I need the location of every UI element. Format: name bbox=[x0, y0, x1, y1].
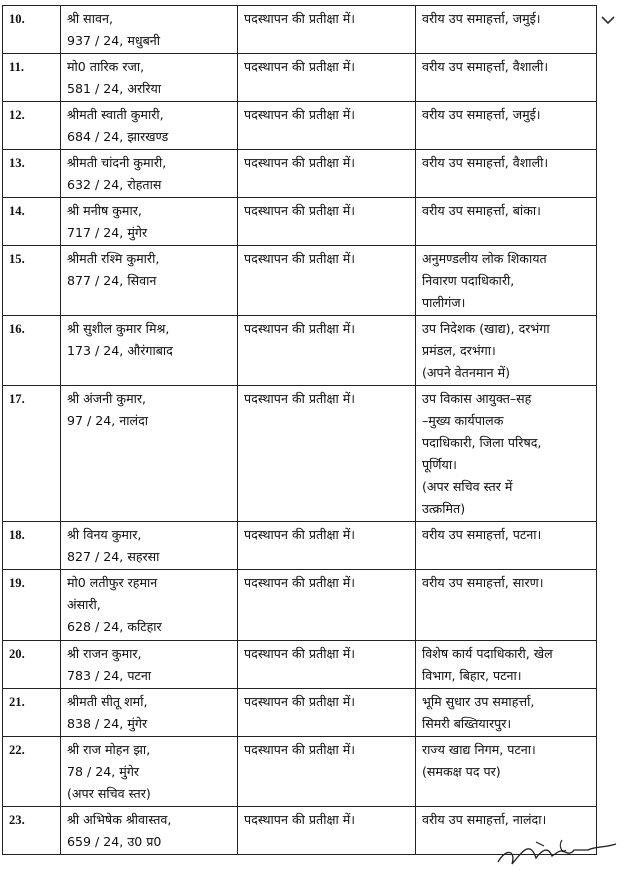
officer-name: श्रीमती स्वाती कुमारी, bbox=[67, 107, 164, 122]
serial-number: 21. bbox=[3, 689, 61, 737]
officer-code: 783 / 24, पटना bbox=[67, 668, 152, 683]
serial-number: 18. bbox=[3, 522, 61, 570]
posting-line: –मुख्य कार्यपालक bbox=[422, 413, 504, 428]
new-posting-cell bbox=[416, 102, 597, 150]
officer-code: 717 / 24, मुंगेर bbox=[67, 225, 148, 240]
officer-code: 838 / 24, मुंगेर bbox=[67, 716, 148, 731]
current-status: पदस्थापन की प्रतीक्षा में। bbox=[238, 6, 416, 54]
posting-line: पालीगंज। bbox=[422, 295, 466, 310]
officer-cell bbox=[61, 807, 238, 855]
officer-cell bbox=[61, 102, 238, 150]
officer-code: 877 / 24, सिवान bbox=[67, 273, 157, 288]
new-posting-cell bbox=[416, 316, 597, 386]
officer-cell bbox=[61, 6, 238, 54]
table-row bbox=[3, 6, 597, 54]
serial-number: 12. bbox=[3, 102, 61, 150]
table-row bbox=[3, 54, 597, 102]
officer-name: श्री सुशील कुमार मिश्र, bbox=[67, 321, 170, 336]
posting-line: सिमरी बख्तियारपुर। bbox=[422, 716, 512, 731]
current-status: पदस्थापन की प्रतीक्षा में। bbox=[238, 386, 416, 522]
corner-mark-icon bbox=[600, 13, 616, 29]
officer-cell bbox=[61, 150, 238, 198]
posting-line: (अपर सचिव स्तर में bbox=[422, 479, 513, 494]
posting-line: वरीय उप समाहर्त्ता, नालंदा। bbox=[422, 812, 547, 827]
officer-code: 78 / 24, मुंगेर bbox=[67, 764, 140, 779]
officer-code: 581 / 24, अररिया bbox=[67, 81, 162, 96]
officer-name: मो0 तारिक रजा, bbox=[67, 59, 145, 74]
current-status: पदस्थापन की प्रतीक्षा में। bbox=[238, 689, 416, 737]
officer-cell bbox=[61, 689, 238, 737]
officer-extra: 628 / 24, कटिहार bbox=[67, 619, 162, 634]
posting-table bbox=[2, 5, 597, 855]
current-status: पदस्थापन की प्रतीक्षा में। bbox=[238, 570, 416, 641]
new-posting-cell bbox=[416, 689, 597, 737]
serial-number: 22. bbox=[3, 737, 61, 807]
current-status: पदस्थापन की प्रतीक्षा में। bbox=[238, 807, 416, 855]
table-row bbox=[3, 246, 597, 316]
table-row bbox=[3, 522, 597, 570]
serial-number: 15. bbox=[3, 246, 61, 316]
table-row bbox=[3, 150, 597, 198]
posting-line: वरीय उप समाहर्त्ता, सारण। bbox=[422, 575, 544, 590]
table-row bbox=[3, 570, 597, 641]
officer-name: श्री विनय कुमार, bbox=[67, 527, 142, 542]
posting-line: उप विकास आयुक्त–सह bbox=[422, 391, 532, 406]
current-status: पदस्थापन की प्रतीक्षा में। bbox=[238, 246, 416, 316]
table-row bbox=[3, 386, 597, 522]
officer-code: 659 / 24, उ0 प्र0 bbox=[67, 834, 162, 849]
table-row bbox=[3, 316, 597, 386]
new-posting-cell bbox=[416, 150, 597, 198]
table-row bbox=[3, 737, 597, 807]
new-posting-cell bbox=[416, 570, 597, 641]
officer-name: श्रीमती चांदनी कुमारी, bbox=[67, 155, 167, 170]
officer-name: मो0 लतीफुर रहमान bbox=[67, 575, 158, 590]
officer-code: 937 / 24, मधुबनी bbox=[67, 33, 161, 48]
officer-name: श्री मनीष कुमार, bbox=[67, 203, 142, 218]
posting-line: राज्य खाद्य निगम, पटना। bbox=[422, 742, 536, 757]
officer-cell bbox=[61, 386, 238, 522]
posting-line: निवारण पदाधिकारी, bbox=[422, 273, 515, 288]
current-status: पदस्थापन की प्रतीक्षा में। bbox=[238, 198, 416, 246]
posting-line: प्रमंडल, दरभंगा। bbox=[422, 343, 496, 358]
table-row bbox=[3, 641, 597, 689]
current-status: पदस्थापन की प्रतीक्षा में। bbox=[238, 150, 416, 198]
officer-code: 827 / 24, सहरसा bbox=[67, 549, 160, 564]
posting-line: उप निदेशक (खाद्य), दरभंगा bbox=[422, 321, 550, 336]
officer-cell bbox=[61, 198, 238, 246]
new-posting-cell bbox=[416, 54, 597, 102]
serial-number: 23. bbox=[3, 807, 61, 855]
posting-line: वरीय उप समाहर्त्ता, वैशाली। bbox=[422, 155, 549, 170]
current-status: पदस्थापन की प्रतीक्षा में। bbox=[238, 102, 416, 150]
posting-line: (समकक्ष पद पर) bbox=[422, 764, 501, 779]
officer-extra: (अपर सचिव स्तर) bbox=[67, 786, 151, 801]
posting-line: विशेष कार्य पदाधिकारी, खेल bbox=[422, 646, 553, 661]
officer-name: श्री अभिषेक श्रीवास्तव, bbox=[67, 812, 172, 827]
officer-cell bbox=[61, 570, 238, 641]
posting-line: वरीय उप समाहर्त्ता, बांका। bbox=[422, 203, 541, 218]
new-posting-cell bbox=[416, 641, 597, 689]
posting-line: वरीय उप समाहर्त्ता, जमुई। bbox=[422, 107, 541, 122]
officer-cell bbox=[61, 54, 238, 102]
table-row bbox=[3, 689, 597, 737]
new-posting-cell bbox=[416, 737, 597, 807]
current-status: पदस्थापन की प्रतीक्षा में। bbox=[238, 316, 416, 386]
officer-code: 632 / 24, रोहतास bbox=[67, 177, 162, 192]
officer-cell bbox=[61, 246, 238, 316]
serial-number: 16. bbox=[3, 316, 61, 386]
officer-name: श्री राजन कुमार, bbox=[67, 646, 142, 661]
serial-number: 20. bbox=[3, 641, 61, 689]
current-status: पदस्थापन की प्रतीक्षा में। bbox=[238, 641, 416, 689]
officer-code: अंसारी, bbox=[67, 597, 101, 612]
officer-name: श्रीमती रश्मि कुमारी, bbox=[67, 251, 160, 266]
officer-cell bbox=[61, 641, 238, 689]
posting-line: भूमि सुधार उप समाहर्त्ता, bbox=[422, 694, 535, 709]
officer-cell bbox=[61, 522, 238, 570]
officer-code: 684 / 24, झारखण्ड bbox=[67, 129, 169, 144]
current-status: पदस्थापन की प्रतीक्षा में। bbox=[238, 54, 416, 102]
new-posting-cell bbox=[416, 6, 597, 54]
new-posting-cell bbox=[416, 522, 597, 570]
serial-number: 19. bbox=[3, 570, 61, 641]
serial-number: 11. bbox=[3, 54, 61, 102]
posting-line: पदाधिकारी, जिला परिषद, bbox=[422, 435, 542, 450]
officer-name: श्रीमती सीतू शर्मा, bbox=[67, 694, 148, 709]
officer-name: श्री सावन, bbox=[67, 11, 113, 26]
officer-cell bbox=[61, 737, 238, 807]
serial-number: 17. bbox=[3, 386, 61, 522]
new-posting-cell bbox=[416, 246, 597, 316]
table-row bbox=[3, 102, 597, 150]
table-row bbox=[3, 198, 597, 246]
current-status: पदस्थापन की प्रतीक्षा में। bbox=[238, 737, 416, 807]
serial-number: 13. bbox=[3, 150, 61, 198]
posting-line: वरीय उप समाहर्त्ता, वैशाली। bbox=[422, 59, 549, 74]
signature-mark bbox=[492, 828, 628, 874]
officer-name: श्री अंजनी कुमार, bbox=[67, 391, 147, 406]
posting-line: पूर्णिया। bbox=[422, 457, 457, 472]
posting-line: वरीय उप समाहर्त्ता, पटना। bbox=[422, 527, 542, 542]
serial-number: 14. bbox=[3, 198, 61, 246]
posting-line: अनुमण्डलीय लोक शिकायत bbox=[422, 251, 547, 266]
posting-line: (अपने वेतनमान में) bbox=[422, 365, 511, 380]
officer-name: श्री राज मोहन झा, bbox=[67, 742, 151, 757]
officer-code: 173 / 24, औरंगाबाद bbox=[67, 343, 173, 358]
posting-line: वरीय उप समाहर्त्ता, जमुई। bbox=[422, 11, 541, 26]
officer-code: 97 / 24, नालंदा bbox=[67, 413, 149, 428]
officer-cell bbox=[61, 316, 238, 386]
posting-line: उत्क्रमित) bbox=[422, 501, 466, 516]
new-posting-cell bbox=[416, 386, 597, 522]
new-posting-cell bbox=[416, 198, 597, 246]
serial-number: 10. bbox=[3, 6, 61, 54]
posting-line: विभाग, बिहार, पटना। bbox=[422, 668, 522, 683]
current-status: पदस्थापन की प्रतीक्षा में। bbox=[238, 522, 416, 570]
